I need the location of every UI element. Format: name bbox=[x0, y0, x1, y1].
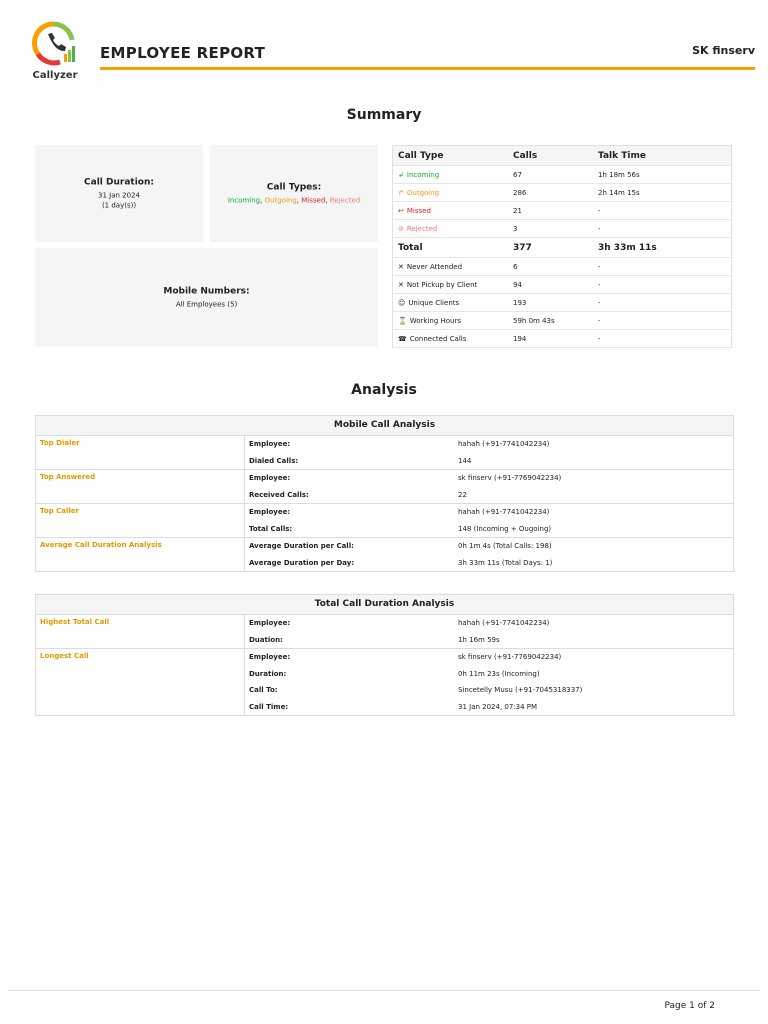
mobile-numbers-value: All Employees (5) bbox=[175, 300, 238, 308]
analysis-value: hahah (+91-7741042234) bbox=[458, 508, 550, 516]
analysis-group bbox=[36, 615, 733, 649]
call-type-rejected: Rejected bbox=[329, 196, 361, 204]
call-duration-card bbox=[35, 145, 203, 242]
analysis-value: hahah (+91-7741042234) bbox=[458, 440, 550, 448]
call-type-cell bbox=[393, 258, 509, 276]
analysis-label: Average Duration per Call: bbox=[249, 542, 354, 550]
call-type-label: Total bbox=[398, 242, 423, 253]
analysis-group-title: Average Call Duration Analysis bbox=[36, 538, 245, 571]
talk-time-cell: 2h 14m 15s bbox=[593, 184, 732, 202]
analysis-label: Dialed Calls: bbox=[249, 456, 299, 465]
analysis-title: Analysis bbox=[351, 382, 417, 398]
talk-time-cell: - bbox=[593, 276, 732, 294]
analysis-group-title: Top Dialer bbox=[36, 436, 245, 469]
col-talk-time: Talk Time bbox=[593, 146, 732, 166]
table-row bbox=[393, 294, 732, 312]
call-type-cell bbox=[393, 166, 509, 184]
rejected-call-icon: ⊘ bbox=[398, 224, 404, 233]
analysis-label: Employee: bbox=[249, 508, 291, 516]
working-hours-icon: ⌛ bbox=[398, 316, 407, 325]
mobile-numbers-label: Mobile Numbers: bbox=[163, 286, 250, 296]
analysis-value: 0h 1m 4s (Total Calls: 198) bbox=[458, 542, 552, 550]
connected-calls-icon: ☎ bbox=[398, 334, 407, 343]
separator: , bbox=[260, 196, 265, 204]
call-type-label: Connected Calls bbox=[409, 334, 467, 343]
company-name: SK finserv bbox=[692, 44, 755, 57]
col-call-type: Call Type bbox=[393, 146, 509, 166]
calls-cell: 21 bbox=[508, 202, 593, 220]
analysis-label: Employee: bbox=[249, 653, 291, 661]
call-type-incoming: Incoming bbox=[227, 196, 261, 204]
analysis-values bbox=[454, 538, 733, 571]
analysis-value: 3h 33m 11s (Total Days: 1) bbox=[458, 558, 553, 567]
call-duration-days: (1 day(s)) bbox=[101, 201, 137, 209]
analysis-value: 144 bbox=[458, 456, 472, 465]
talk-time-cell: 3h 33m 11s bbox=[593, 238, 732, 258]
talk-time-cell: - bbox=[593, 220, 732, 238]
analysis-labels bbox=[245, 436, 454, 469]
analysis-label: Employee: bbox=[249, 440, 291, 448]
call-type-outgoing: Outgoing bbox=[264, 196, 297, 204]
analysis-group-title: Highest Total Call bbox=[36, 615, 245, 648]
analysis-value: Sincetelly Musu (+91-7045318337) bbox=[458, 686, 583, 694]
analysis-group bbox=[36, 649, 733, 715]
calls-cell: 3 bbox=[508, 220, 593, 238]
incoming-call-icon: ↲ bbox=[398, 170, 404, 179]
table-row bbox=[393, 238, 732, 258]
analysis-values bbox=[454, 436, 733, 469]
analysis-group-title: Top Caller bbox=[36, 504, 245, 537]
analysis-labels bbox=[245, 649, 454, 715]
analysis-label: Received Calls: bbox=[249, 490, 309, 499]
col-calls: Calls bbox=[508, 146, 593, 166]
table-row bbox=[393, 276, 732, 294]
call-type-label: Missed bbox=[406, 206, 431, 215]
analysis-values bbox=[454, 470, 733, 503]
summary-title: Summary bbox=[346, 107, 422, 123]
talk-time-cell: - bbox=[593, 294, 732, 312]
talk-time-cell: 1h 18m 56s bbox=[593, 166, 732, 184]
logo-text: Callyzer bbox=[32, 70, 78, 81]
table-row bbox=[393, 330, 732, 348]
call-types-card bbox=[210, 145, 378, 242]
talk-time-cell: - bbox=[593, 202, 732, 220]
calls-cell: 286 bbox=[508, 184, 593, 202]
analysis-group bbox=[36, 538, 733, 571]
analysis-group-title: Longest Call bbox=[36, 649, 245, 715]
table-row bbox=[393, 202, 732, 220]
talk-time-cell: - bbox=[593, 258, 732, 276]
calls-cell: 377 bbox=[508, 238, 593, 258]
call-type-cell bbox=[393, 330, 509, 348]
analysis-label: Call Time: bbox=[249, 702, 289, 711]
call-type-label: Working Hours bbox=[409, 316, 462, 325]
call-types-list bbox=[210, 195, 378, 205]
analysis-group bbox=[36, 436, 733, 470]
call-duration-label: Call Duration: bbox=[84, 177, 154, 187]
analysis-label: Employee: bbox=[249, 474, 291, 482]
analysis-value: 1h 16m 59s bbox=[458, 635, 500, 644]
call-type-label: Not Pickup by Client bbox=[406, 280, 478, 289]
call-type-cell bbox=[393, 276, 509, 294]
call-type-cell bbox=[393, 202, 509, 220]
call-type-cell bbox=[393, 312, 509, 330]
mobile-call-analysis-title: Mobile Call Analysis bbox=[36, 416, 733, 436]
footer-divider bbox=[8, 990, 760, 991]
analysis-labels bbox=[245, 504, 454, 537]
call-type-label: Never Attended bbox=[406, 262, 463, 271]
page-number: Page 1 of 2 bbox=[664, 1001, 715, 1011]
callyzer-logo bbox=[30, 20, 80, 81]
total-call-duration-title: Total Call Duration Analysis bbox=[36, 595, 733, 615]
call-type-cell bbox=[393, 294, 509, 312]
analysis-group bbox=[36, 470, 733, 504]
analysis-value: 31 Jan 2024, 07:34 PM bbox=[458, 702, 538, 711]
table-header-row bbox=[393, 146, 732, 166]
analysis-labels bbox=[245, 538, 454, 571]
analysis-value: sk finserv (+91-7769042234) bbox=[458, 474, 562, 482]
phone-logo-icon bbox=[30, 20, 78, 66]
analysis-labels bbox=[245, 615, 454, 648]
talk-time-cell: - bbox=[593, 330, 732, 348]
analysis-value: 22 bbox=[458, 490, 467, 499]
report-title: EMPLOYEE REPORT bbox=[100, 44, 266, 62]
separator: , bbox=[296, 196, 302, 204]
mobile-call-analysis-panel bbox=[35, 415, 734, 572]
analysis-value: 0h 11m 23s (Incoming) bbox=[458, 669, 540, 678]
analysis-label: Duration: bbox=[249, 669, 287, 678]
call-summary-table bbox=[392, 145, 732, 348]
calls-cell: 193 bbox=[508, 294, 593, 312]
table-row bbox=[393, 184, 732, 202]
analysis-label: Total Calls: bbox=[249, 524, 293, 533]
call-type-label: Unique Clients bbox=[408, 298, 460, 307]
table-row bbox=[393, 166, 732, 184]
call-type-label: Rejected bbox=[406, 224, 438, 233]
calls-cell: 59h 0m 43s bbox=[508, 312, 593, 330]
analysis-values bbox=[454, 649, 733, 715]
outgoing-call-icon: ↱ bbox=[398, 188, 404, 197]
analysis-values bbox=[454, 504, 733, 537]
analysis-label: Employee: bbox=[249, 619, 291, 627]
call-duration-date: 31 Jan 2024 bbox=[98, 191, 140, 199]
call-type-label: Outgoing bbox=[406, 188, 440, 197]
table-row bbox=[393, 312, 732, 330]
unique-clients-icon: ☺ bbox=[398, 298, 406, 307]
missed-call-icon: ↩ bbox=[398, 206, 404, 215]
analysis-label: Duation: bbox=[249, 635, 283, 644]
call-type-cell bbox=[393, 220, 509, 238]
calls-cell: 94 bbox=[508, 276, 593, 294]
call-type-label: Incoming bbox=[406, 170, 440, 179]
calls-cell: 6 bbox=[508, 258, 593, 276]
analysis-group bbox=[36, 504, 733, 538]
analysis-value: sk finserv (+91-7769042234) bbox=[458, 653, 562, 661]
calls-cell: 67 bbox=[508, 166, 593, 184]
table-row bbox=[393, 220, 732, 238]
total-call-duration-panel bbox=[35, 594, 734, 716]
separator: , bbox=[325, 196, 330, 204]
call-type-missed: Missed bbox=[301, 196, 326, 204]
analysis-label: Call To: bbox=[249, 686, 278, 694]
analysis-group-title: Top Answered bbox=[36, 470, 245, 503]
not-pickup-icon: ✕ bbox=[398, 280, 404, 289]
call-types-label: Call Types: bbox=[266, 182, 322, 192]
call-type-cell bbox=[393, 184, 509, 202]
table-row bbox=[393, 258, 732, 276]
never-attended-icon: ✕ bbox=[398, 262, 404, 271]
header-divider bbox=[100, 67, 755, 70]
calls-cell: 194 bbox=[508, 330, 593, 348]
analysis-value: 148 (Incoming + Ougoing) bbox=[458, 524, 552, 533]
analysis-label: Average Duration per Day: bbox=[249, 558, 355, 567]
call-type-cell bbox=[393, 238, 509, 258]
analysis-labels bbox=[245, 470, 454, 503]
talk-time-cell: - bbox=[593, 312, 732, 330]
analysis-value: hahah (+91-7741042234) bbox=[458, 619, 550, 627]
mobile-numbers-card bbox=[35, 248, 378, 347]
analysis-values bbox=[454, 615, 733, 648]
